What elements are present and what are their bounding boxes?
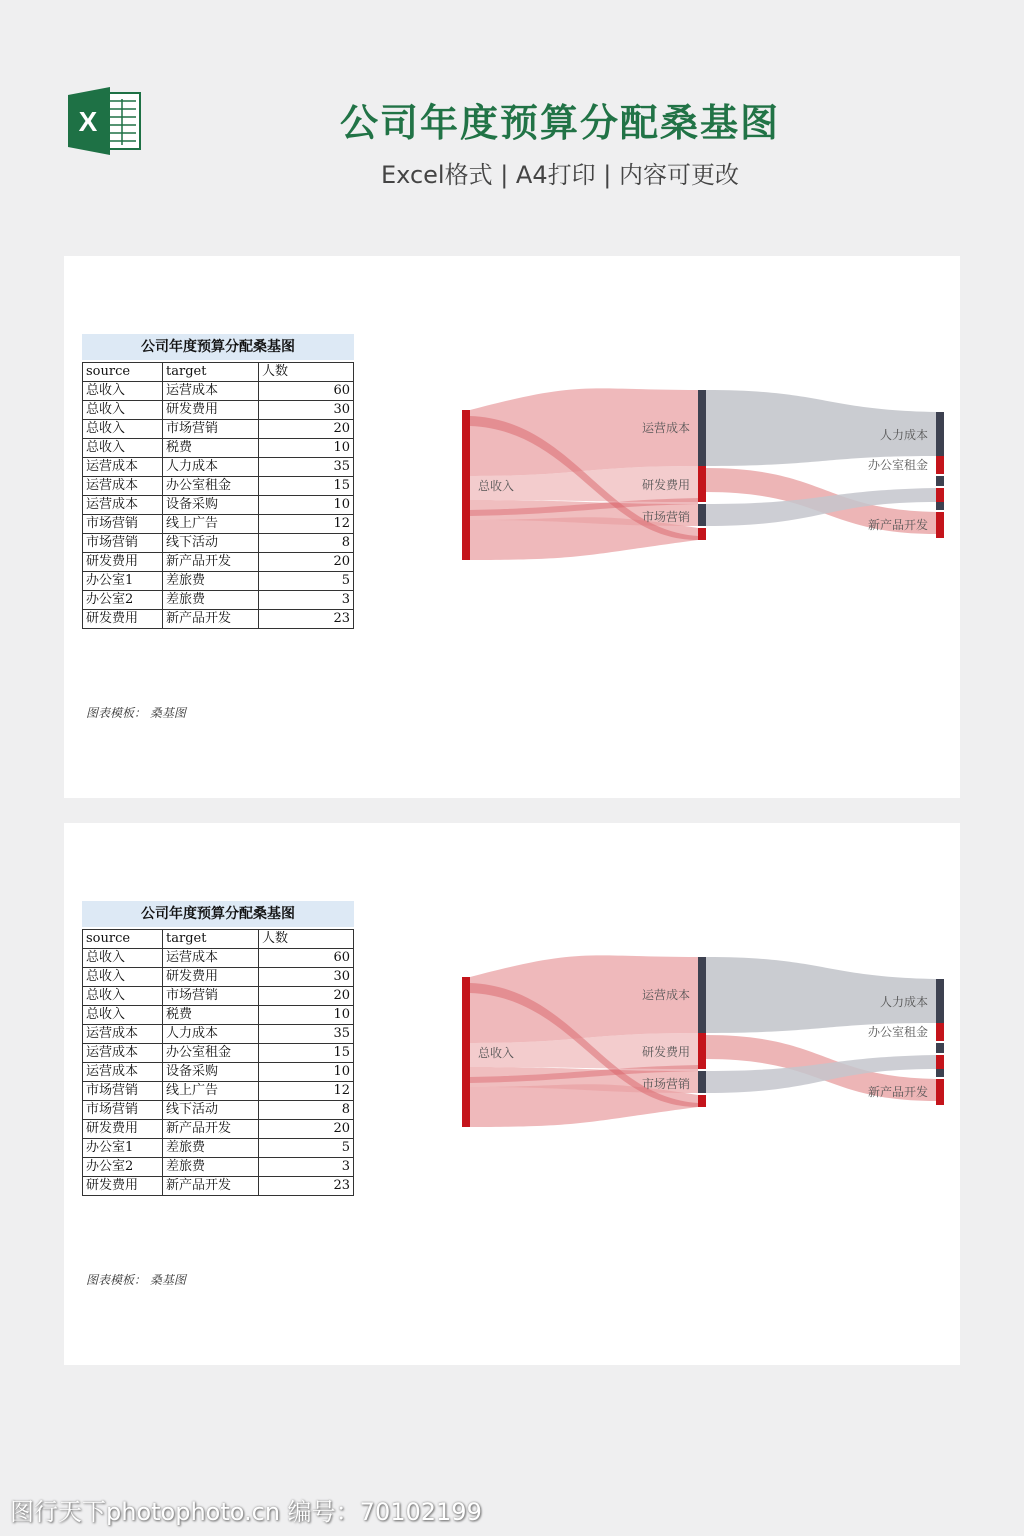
column-header-source: source — [83, 363, 163, 382]
count-cell: 3 — [259, 591, 354, 610]
count-cell: 30 — [259, 968, 354, 987]
table-row — [83, 1177, 354, 1196]
node-label-hr: 人力成本 — [879, 428, 928, 442]
node-equip — [936, 476, 944, 486]
node-label-newprod: 新产品开发 — [867, 1085, 928, 1099]
table-header-row — [83, 363, 354, 382]
node-online — [936, 488, 944, 502]
table-row — [83, 1101, 354, 1120]
count-cell: 10 — [259, 496, 354, 515]
table-row — [83, 534, 354, 553]
source-cell: 市场营销 — [83, 515, 163, 534]
target-cell: 办公室租金 — [163, 1044, 259, 1063]
node-label-rent: 办公室租金 — [867, 458, 928, 472]
table-row — [83, 458, 354, 477]
node-total — [462, 977, 470, 1127]
node-newprod — [936, 512, 944, 538]
chart-template-note: 图表模板： 桑基图 — [86, 706, 186, 720]
table-row — [83, 1063, 354, 1082]
target-cell: 新产品开发 — [163, 610, 259, 629]
column-header-source: source — [83, 930, 163, 949]
table-row — [83, 1139, 354, 1158]
sheet-title: 公司年度预算分配桑基图 — [82, 334, 354, 360]
count-cell: 3 — [259, 1158, 354, 1177]
count-cell: 10 — [259, 1063, 354, 1082]
table-row — [83, 553, 354, 572]
column-header-target: target — [163, 363, 259, 382]
node-mkt — [698, 504, 706, 526]
count-cell: 20 — [259, 987, 354, 1006]
target-cell: 市场营销 — [163, 420, 259, 439]
source-cell: 总收入 — [83, 1006, 163, 1025]
source-cell: 办公室1 — [83, 572, 163, 591]
table-row — [83, 949, 354, 968]
table-row — [83, 382, 354, 401]
node-label-rnd: 研发费用 — [641, 478, 690, 492]
node-rent — [936, 456, 944, 474]
target-cell: 研发费用 — [163, 968, 259, 987]
node-hr — [936, 412, 944, 456]
target-cell: 新产品开发 — [163, 1120, 259, 1139]
source-cell: 总收入 — [83, 401, 163, 420]
table-row — [83, 496, 354, 515]
source-cell: 运营成本 — [83, 1044, 163, 1063]
count-cell: 20 — [259, 420, 354, 439]
source-cell: 运营成本 — [83, 458, 163, 477]
source-cell: 研发费用 — [83, 610, 163, 629]
table-row — [83, 420, 354, 439]
target-cell: 办公室租金 — [163, 477, 259, 496]
node-newprod — [936, 1079, 944, 1105]
source-cell: 运营成本 — [83, 477, 163, 496]
target-cell: 人力成本 — [163, 1025, 259, 1044]
count-cell: 60 — [259, 382, 354, 401]
target-cell: 税费 — [163, 439, 259, 458]
count-cell: 23 — [259, 610, 354, 629]
source-cell: 办公室1 — [83, 1139, 163, 1158]
count-cell: 10 — [259, 439, 354, 458]
chart-template-note: 图表模板： 桑基图 — [86, 1273, 186, 1287]
count-cell: 30 — [259, 401, 354, 420]
source-cell: 办公室2 — [83, 1158, 163, 1177]
node-label-total: 总收入 — [478, 479, 515, 493]
table-row — [83, 1006, 354, 1025]
excel-icon — [66, 85, 142, 157]
node-label-mkt: 市场营销 — [641, 510, 690, 524]
count-cell: 35 — [259, 458, 354, 477]
table-row — [83, 968, 354, 987]
table-row — [83, 572, 354, 591]
count-cell: 35 — [259, 1025, 354, 1044]
source-cell: 运营成本 — [83, 1025, 163, 1044]
table-row — [83, 1025, 354, 1044]
data-sheet — [82, 334, 354, 629]
node-offline — [936, 1069, 944, 1077]
target-cell: 新产品开发 — [163, 1177, 259, 1196]
page-title: 公司年度预算分配桑基图 — [339, 101, 780, 145]
node-online — [936, 1055, 944, 1069]
target-cell: 人力成本 — [163, 458, 259, 477]
node-label-ops: 运营成本 — [641, 988, 690, 1002]
count-cell: 12 — [259, 1082, 354, 1101]
source-cell: 市场营销 — [83, 1082, 163, 1101]
node-rnd — [698, 466, 706, 502]
target-cell: 运营成本 — [163, 949, 259, 968]
table-row — [83, 1082, 354, 1101]
source-cell: 办公室2 — [83, 591, 163, 610]
source-cell: 总收入 — [83, 987, 163, 1006]
node-label-newprod: 新产品开发 — [867, 518, 928, 532]
node-total — [462, 410, 470, 560]
node-hr — [936, 979, 944, 1023]
node-label-rent: 办公室租金 — [867, 1025, 928, 1039]
sankey-chart — [454, 947, 954, 1147]
target-cell: 研发费用 — [163, 401, 259, 420]
node-tax — [698, 528, 706, 540]
watermark: 图行天下photophoto.cn 编号：70102199 — [10, 1498, 482, 1526]
node-label-hr: 人力成本 — [879, 995, 928, 1009]
count-cell: 12 — [259, 515, 354, 534]
data-sheet — [82, 901, 354, 1196]
target-cell: 新产品开发 — [163, 553, 259, 572]
node-label-rnd: 研发费用 — [641, 1045, 690, 1059]
count-cell: 5 — [259, 572, 354, 591]
source-cell: 运营成本 — [83, 1063, 163, 1082]
node-rnd — [698, 1033, 706, 1069]
node-label-ops: 运营成本 — [641, 421, 690, 435]
source-cell: 总收入 — [83, 968, 163, 987]
count-cell: 20 — [259, 1120, 354, 1139]
source-cell: 市场营销 — [83, 1101, 163, 1120]
count-cell: 60 — [259, 949, 354, 968]
node-label-mkt: 市场营销 — [641, 1077, 690, 1091]
excel-icon-letter: X — [78, 106, 98, 137]
target-cell: 设备采购 — [163, 496, 259, 515]
source-cell: 研发费用 — [83, 553, 163, 572]
source-cell: 研发费用 — [83, 1120, 163, 1139]
table-row — [83, 987, 354, 1006]
column-header-count: 人数 — [259, 363, 354, 382]
preview-card-1 — [64, 256, 960, 798]
data-table — [82, 929, 354, 1196]
node-offline — [936, 502, 944, 510]
target-cell: 市场营销 — [163, 987, 259, 1006]
count-cell: 10 — [259, 1006, 354, 1025]
source-cell: 总收入 — [83, 382, 163, 401]
table-row — [83, 439, 354, 458]
count-cell: 8 — [259, 534, 354, 553]
node-label-total: 总收入 — [478, 1046, 515, 1060]
node-ops — [698, 957, 706, 1033]
source-cell: 总收入 — [83, 420, 163, 439]
node-ops — [698, 390, 706, 466]
sheet-title: 公司年度预算分配桑基图 — [82, 901, 354, 927]
table-row — [83, 477, 354, 496]
source-cell: 研发费用 — [83, 1177, 163, 1196]
node-rent — [936, 1023, 944, 1041]
source-cell: 总收入 — [83, 439, 163, 458]
source-cell: 市场营销 — [83, 534, 163, 553]
table-row — [83, 610, 354, 629]
target-cell: 设备采购 — [163, 1063, 259, 1082]
source-cell: 运营成本 — [83, 496, 163, 515]
target-cell: 税费 — [163, 1006, 259, 1025]
table-row — [83, 1158, 354, 1177]
page-subtitle: Excel格式 | A4打印 | 内容可更改 — [381, 161, 739, 189]
target-cell: 差旅费 — [163, 1158, 259, 1177]
table-row — [83, 1044, 354, 1063]
target-cell: 运营成本 — [163, 382, 259, 401]
target-cell: 线下活动 — [163, 1101, 259, 1120]
count-cell: 15 — [259, 1044, 354, 1063]
node-mkt — [698, 1071, 706, 1093]
node-equip — [936, 1043, 944, 1053]
count-cell: 8 — [259, 1101, 354, 1120]
column-header-target: target — [163, 930, 259, 949]
count-cell: 5 — [259, 1139, 354, 1158]
data-table — [82, 362, 354, 629]
source-cell: 总收入 — [83, 949, 163, 968]
target-cell: 差旅费 — [163, 591, 259, 610]
count-cell: 20 — [259, 553, 354, 572]
table-row — [83, 515, 354, 534]
count-cell: 23 — [259, 1177, 354, 1196]
target-cell: 差旅费 — [163, 1139, 259, 1158]
table-row — [83, 591, 354, 610]
target-cell: 线下活动 — [163, 534, 259, 553]
table-row — [83, 1120, 354, 1139]
node-tax — [698, 1095, 706, 1107]
column-header-count: 人数 — [259, 930, 354, 949]
preview-card-2 — [64, 823, 960, 1365]
target-cell: 线上广告 — [163, 1082, 259, 1101]
table-row — [83, 401, 354, 420]
count-cell: 15 — [259, 477, 354, 496]
table-header-row — [83, 930, 354, 949]
target-cell: 线上广告 — [163, 515, 259, 534]
sankey-chart — [454, 380, 954, 580]
target-cell: 差旅费 — [163, 572, 259, 591]
